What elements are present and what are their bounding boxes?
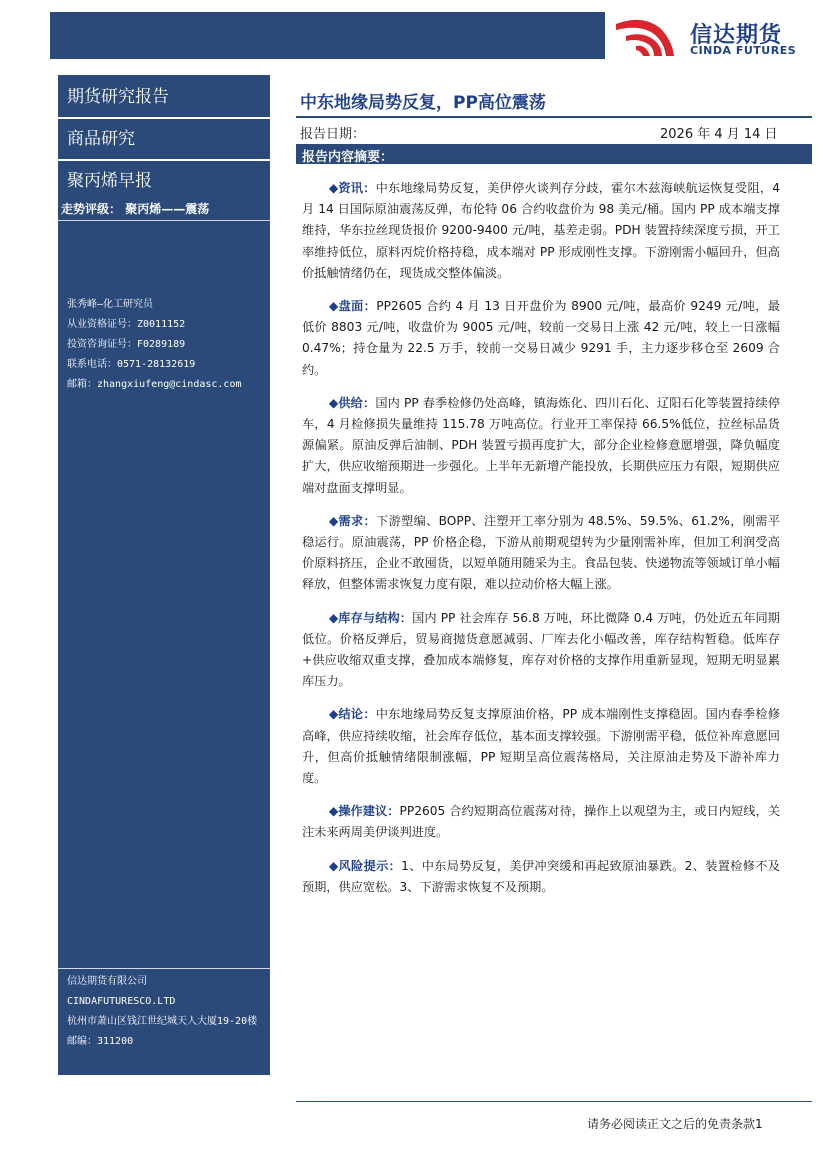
paragraph-supply: [302, 393, 780, 499]
qualification-number: 从业资格证号：Z0011152: [67, 319, 186, 330]
company-info: [67, 972, 257, 1052]
paragraph-label: ◆盘面：: [328, 299, 377, 314]
report-body: [302, 178, 780, 910]
paragraph-demand: [302, 511, 780, 596]
trend-rating-label: 走势评级：: [61, 202, 122, 216]
sidebar: [58, 75, 270, 1075]
paragraph-text: 中东地缘局势反复，美伊停火谈判存分歧，霍尔木兹海峡航运恢复受阻，4 月 14 日国际原油震荡反弹，布伦特 06 合约收盘价为 98 美元/桶。国内 PP 成本端支撑维持，华东拉丝现货报价 9200-9400 元/吨，基差走弱。PDH 装置持续深度亏损，开工率维持低位，原料丙烷价格持稳，成本端对 PP 形成刚性支撑。下游刚需小幅回升，但高价抵触情绪仍在，现货成交整体偏淡。: [302, 181, 780, 280]
cinda-logo: [612, 14, 812, 60]
logo-mark-icon: [612, 14, 684, 60]
paragraph-label: ◆需求：: [328, 513, 377, 528]
company-address: 杭州市萧山区钱江世纪城天人大厦19-20楼: [67, 1016, 258, 1027]
paragraph-text: 下游塑编、BOPP、注塑开工率分别为 48.5%、59.5%、61.2%，刚需平稳运行。原油震荡，PP 价格企稳，下游从前期观望转为少量刚需补库，但加工利润受高价原料挤压，企业不敢囤货，以短单随用随采为主。食品包装、快递物流等领域订单小幅释放，但整体需求恢复力度有限，难以拉动价格大幅上涨。: [302, 513, 781, 592]
footer-disclaimer: 请务必阅读正文之后的免责条款1: [587, 1117, 763, 1131]
report-title: 中东地缘局势反复，PP高位震荡: [300, 93, 546, 113]
contact-email: 邮箱：zhangxiufeng@cindasc.com: [67, 379, 242, 390]
trend-rating-value: 聚丙烯——震荡: [125, 202, 210, 216]
paragraph-advice: [302, 801, 780, 843]
footer-divider: [296, 1101, 812, 1102]
company-name: 信达期货有限公司: [67, 976, 147, 987]
sidebar-divider: [58, 220, 270, 221]
sidebar-item-pp-morning-report: 聚丙烯早报: [67, 171, 152, 191]
report-date-label: 报告日期：: [300, 127, 366, 142]
title-divider: [296, 116, 812, 118]
analyst-name: 张秀峰—化工研究员: [67, 299, 154, 310]
paragraph-market: [302, 296, 780, 381]
abstract-header: [296, 144, 812, 164]
paragraph-label: ◆供给：: [328, 395, 376, 410]
abstract-title: 报告内容摘要：: [302, 150, 394, 165]
contact-phone: 联系电话：0571-28132619: [67, 359, 196, 370]
paragraph-conclusion: [302, 704, 780, 789]
consult-number: 投资咨询证号：F0289189: [67, 339, 186, 350]
paragraph-inventory: [302, 608, 780, 693]
paragraph-label: ◆风险提示：: [328, 858, 402, 873]
logo-text-cn: 信达期货: [690, 23, 783, 48]
paragraph-text: 国内 PP 春季检修仍处高峰，镇海炼化、四川石化、辽阳石化等装置持续停车，4 月检修损失量维持 115.78 万吨高位。行业开工率保持 66.5%低位，拉丝标品货源偏紧。原油反弹后油制、PDH 装置亏损再度扩大，部分企业检修意愿增强，降负幅度扩大，供应收缩预期进一步强化。上半年无新增产能投放，长期供应压力有限，短期供应端对盘面支撑明显。: [302, 395, 781, 495]
paragraph-text: 中东地缘局势反复支撑原油价格，PP 成本端刚性支撑稳固。国内春季检修高峰，供应持续收缩，社会库存低位，基本面支撑较强。下游刚需平稳，低位补库意愿回升，但高价抵触情绪限制涨幅，PP 短期呈高位震荡格局，关注原油走势及下游补库力度。: [302, 707, 780, 786]
paragraph-label: ◆操作建议：: [328, 804, 400, 819]
paragraph-label: ◆结论：: [328, 707, 376, 722]
paragraph-risk: [302, 856, 780, 898]
paragraph-text: 1、中东局势反复，美伊冲突缓和再起致原油暴跌。2、装置检修不及预期，供应宽松。3、下游需求恢复不及预期。: [302, 858, 780, 894]
paragraph-text: PP2605 合约 4 月 13 日开盘价为 8900 元/吨，最高价 9249 元/吨，最低价 8803 元/吨，收盘价为 9005 元/吨，较前一交易日上涨 42 元/吨，较上一日涨幅 0.47%；持仓量为 22.5 万手，较前一交易日减少 9291 手，主力逐步移仓至 2609 合约。: [302, 299, 780, 377]
paragraph-text: 国内 PP 社会库存 56.8 万吨，环比微降 0.4 万吨，仍处近五年同期低位。价格反弹后，贸易商抛货意愿减弱、厂库去化小幅改善，库存结构暂稳。低库存+供应收缩双重支撑，叠加成本端修复，库存对价格的支撑作用重新显现，短期无明显累库压力。: [302, 610, 780, 689]
sidebar-item-commodity-research: 商品研究: [67, 129, 135, 149]
report-date-value: 2026 年 4 月 14 日: [660, 127, 778, 142]
company-postcode: 邮编：311200: [67, 1036, 134, 1047]
sidebar-divider: [58, 968, 270, 969]
company-site: CINDAFUTURESCO.LTD: [67, 996, 176, 1007]
paragraph-label: ◆库存与结构：: [328, 610, 413, 625]
paragraph-label: ◆资讯：: [328, 181, 376, 195]
sidebar-item-futures-report: 期货研究报告: [67, 87, 169, 107]
logo-text-en: CINDA FUTURES: [690, 44, 797, 57]
paragraph-news: [302, 178, 780, 284]
trend-rating: [61, 200, 209, 217]
top-banner: [50, 12, 605, 59]
paragraph-text: PP2605 合约短期高位震荡对待，操作上以观望为主，或日内短线，关注未来两周美伊谈判进度。: [302, 804, 781, 840]
analyst-contact: [67, 295, 242, 395]
